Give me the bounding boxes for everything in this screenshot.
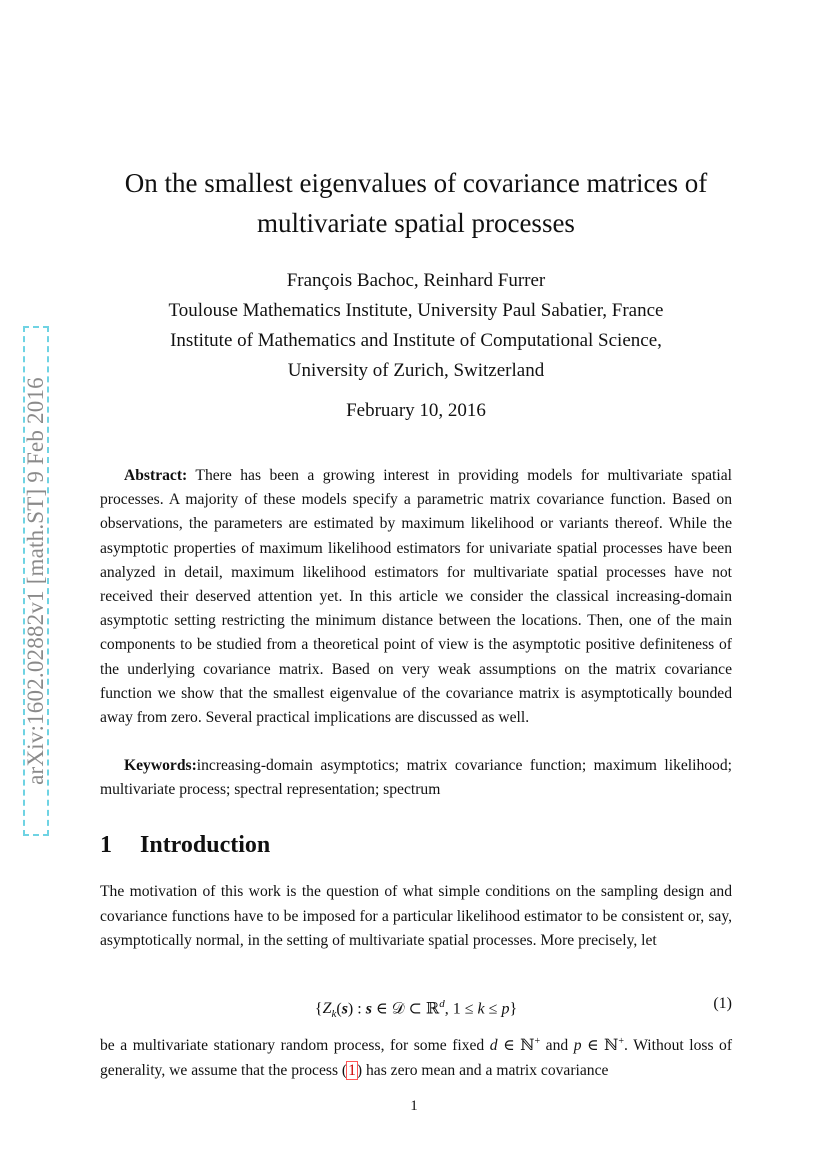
page-number: 1 <box>410 1098 418 1114</box>
authors: François Bachoc, Reinhard Furrer <box>286 270 546 291</box>
equation-number: (1) <box>713 995 732 1012</box>
affiliation-line: Institute of Mathematics and Institute of Computational Science, <box>170 330 662 351</box>
affiliation-line: Toulouse Mathematics Institute, University Paul Sabatier, France <box>168 300 664 321</box>
abstract-label: Abstract: <box>124 467 188 484</box>
text-segment: Without loss of generality, we assume that the process <box>100 1037 733 1079</box>
affiliations <box>60 296 772 386</box>
section-number: 1 <box>100 832 112 858</box>
abstract-text: There has been a growing interest in providing models for multivariate spatial processes. A majority of these models specify a parametric matrix covariance function. Based on observations, the parameters are estimated by maximum likelihood or variants thereof. While the asymptotic properties of maximum likelihood estimators for univariate spatial processes have been analyzed in detail, maximum likelihood estimators for multivariate spatial processes have not received their deserved attention yet. In this article we consider the classical increasing-domain asymptotic setting restricting the minimum distance between the locations. Then, one of the main components to be studied from a theoretical point of view is the asymptotic positive definiteness of the underlying covariance matrix. Based on very weak assumptions on the matrix covariance function we show that the smallest eigenvalue of the covariance matrix is asymptotically bounded away from zero. Several practical implications are discussed as well. <box>100 467 732 727</box>
arxiv-stamp <box>23 326 49 836</box>
keywords <box>100 754 732 802</box>
keywords-label: Keywords: <box>124 757 197 774</box>
equation-formula: {$Z_k(s)$ : s ∈ 𝒟 ⊂ ℝ$^d$, 1 ≤ k ≤ p} <box>314 998 518 1021</box>
section-heading <box>100 832 270 859</box>
affiliation-line: University of Zurich, Switzerland <box>287 360 545 381</box>
post-equation-text: be a multivariate stationary random process, for some fixed d ∈ ℕ+ and p ∈ ℕ+. Without loss of generality, we assume that the process (1) has zero mean and a matrix covariance <box>100 1036 733 1079</box>
paper-title: On the smallest eigenvalues of covariance matrices of multivariate spatial processes <box>124 168 708 238</box>
text-segment: has zero mean and a matrix covariance <box>366 1061 609 1079</box>
section-title: Introduction <box>140 832 271 858</box>
intro-paragraph: The motivation of this work is the question of what simple conditions on the sampling design and covariance functions have to be imposed for a particular likelihood estimator to be consistent or, say, asymptotically normal, in the setting of multivariate spatial processes. More precisely, let <box>100 883 732 949</box>
equation-reference-link[interactable]: 1 <box>348 1061 356 1079</box>
arxiv-stamp-text: arXiv:1602.02882v1 [math.ST] 9 Feb 2016 <box>23 377 48 785</box>
abstract <box>100 464 732 730</box>
keywords-text: increasing-domain asymptotics; matrix covariance function; maximum likelihood; multivariate process; spectral representation; spectrum <box>100 757 732 799</box>
text-segment: be a multivariate stationary random process, for some fixed <box>100 1037 485 1055</box>
equation-1 <box>100 990 732 1021</box>
paper-date: February 10, 2016 <box>346 400 486 421</box>
